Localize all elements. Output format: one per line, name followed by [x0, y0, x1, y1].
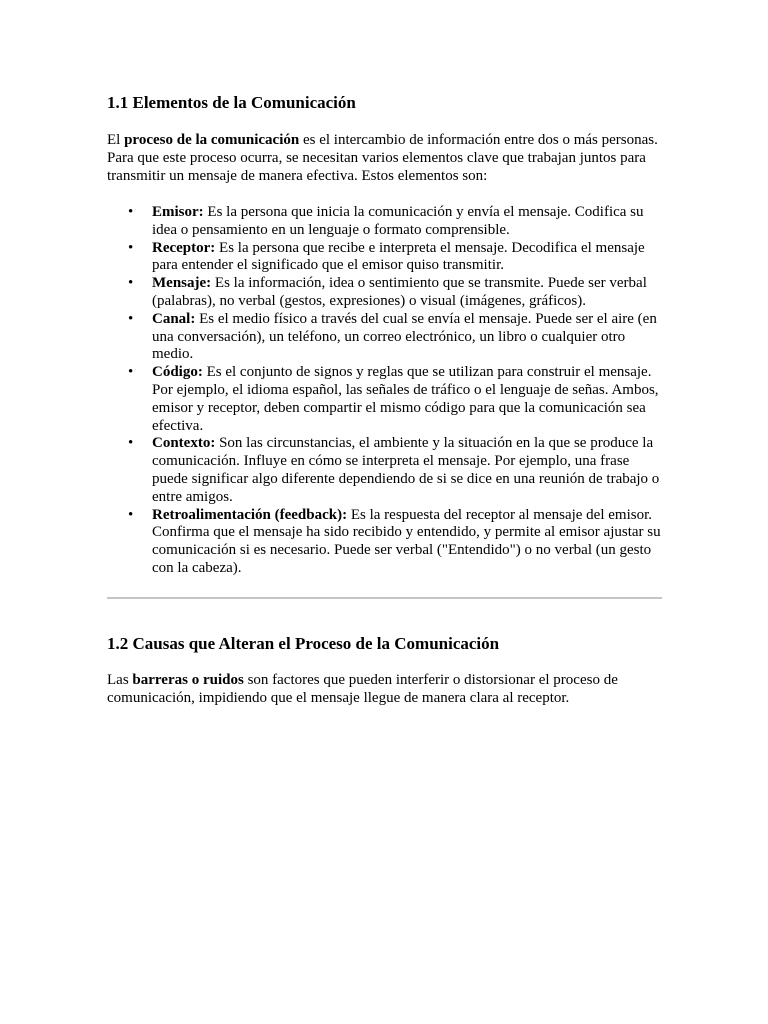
list-item-term: Emisor:	[152, 204, 204, 220]
list-item-term: Contexto:	[152, 435, 216, 452]
bullet-icon: •	[128, 275, 134, 292]
elements-list	[107, 204, 663, 578]
horizontal-divider	[107, 597, 662, 599]
list-item-codigo	[128, 364, 663, 435]
list-item-text: Es el medio físico a través del cual se envía el mensaje. Puede ser el aire (en una conversación), un teléfono, un correo electrónico, un libro o cualquier otro medio.	[152, 310, 657, 363]
list-item-text: Es la información, idea o sentimiento que se transmite. Puede ser verbal (palabras), no verbal (gestos, expresiones) o visual (imágenes, gráficos).	[152, 275, 647, 309]
list-item-contexto	[128, 435, 663, 506]
list-item-term: Código:	[152, 364, 203, 381]
list-item-term: Retroalimentación (feedback):	[152, 506, 348, 523]
list-item-text: Es la persona que inicia la comunicación y envía el mensaje. Codifica su idea o pensamiento en un lenguaje o formato comprensible.	[152, 204, 644, 238]
list-item-term: Receptor:	[152, 239, 216, 256]
list-item-term: Mensaje:	[152, 275, 212, 292]
section-2-title: 1.2 Causas que Alteran el Proceso de la Comunicación	[107, 633, 500, 653]
bullet-icon: •	[128, 310, 134, 327]
list-item-term: Canal:	[152, 310, 196, 327]
list-item-receptor	[128, 239, 663, 276]
section-2-intro	[107, 671, 663, 707]
document-page	[107, 0, 663, 707]
bullet-icon: •	[128, 364, 134, 381]
intro-text-bold: proceso de la comunicación	[124, 132, 300, 148]
section-1-intro	[107, 131, 663, 185]
list-item-canal	[128, 310, 663, 364]
bullet-icon: •	[128, 204, 134, 220]
intro-text-pre: Las	[107, 671, 133, 688]
intro-text-bold: barreras o ruidos	[132, 671, 244, 688]
list-item-text: Es el conjunto de signos y reglas que se utilizan para construir el mensaje. Por ejemplo, el idioma español, las señales de tráfico o el lenguaje de señas. Ambos, emisor y receptor, deben compartir el mismo código para que la comunicación sea efectiva.	[152, 364, 659, 434]
list-item-text: Es la respuesta del receptor al mensaje del emisor. Confirma que el mensaje ha sido recibido y entendido, y permite al emisor ajustar su comunicación si es necesario. Puede ser verbal ("Entendido") o no verbal (un gesto con la cabeza).	[152, 506, 661, 576]
intro-text-pre: El	[107, 132, 125, 148]
list-item-text: Es la persona que recibe e interpreta el mensaje. Decodifica el mensaje para entender el significado que el emisor quiso transmitir.	[152, 239, 645, 274]
bullet-icon: •	[128, 506, 134, 523]
list-item-emisor	[128, 204, 663, 240]
list-item-retroalimentacion	[128, 506, 663, 578]
list-item-mensaje	[128, 275, 663, 311]
section-1-title: 1.1 Elementos de la Comunicación	[107, 93, 356, 112]
intro-text-post: son factores que pueden interferir o distorsionar el proceso de comunicación, impidiendo que el mensaje llegue de manera clara al receptor.	[107, 671, 618, 706]
bullet-icon: •	[128, 435, 134, 452]
bullet-icon: •	[128, 239, 134, 256]
intro-text-post: es el intercambio de información entre dos o más personas. Para que este proceso ocurra, se necesitan varios elementos clave que trabajan juntos para transmitir un mensaje de manera efectiva. Estos elementos son:	[107, 132, 658, 184]
list-item-text: Son las circunstancias, el ambiente y la situación en la que se produce la comunicación. Influye en cómo se interpreta el mensaje. Por ejemplo, una frase puede significar algo diferente dependiendo de si se dice en una reunión de trabajo o entre amigos.	[152, 435, 660, 505]
